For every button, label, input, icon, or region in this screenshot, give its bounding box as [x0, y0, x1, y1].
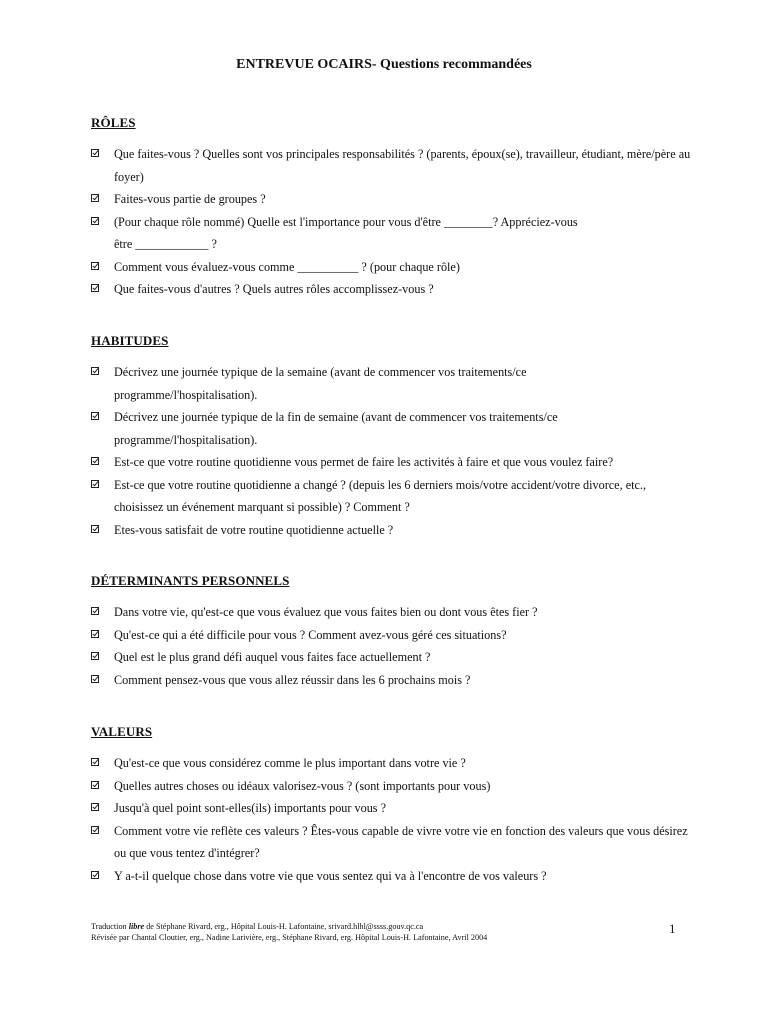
list-item: Qu'est-ce qui a été difficile pour vous ? Comment avez-vous géré ces situations? — [91, 624, 691, 647]
habitudes-list — [91, 361, 691, 541]
list-item: Quel est le plus grand défi auquel vous faites face actuellement ? — [91, 646, 691, 669]
list-item: (Pour chaque rôle nommé) Quelle est l'importance pour vous d'être ________? Appréciez-vous être ____________ ? — [91, 211, 594, 256]
checkbox-icon — [91, 217, 99, 225]
section-valeurs — [91, 724, 691, 887]
checkbox-icon — [91, 781, 99, 789]
section-habitudes — [91, 333, 691, 541]
list-item: Jusqu'à quel point sont-elles(ils) importants pour vous ? — [91, 797, 691, 820]
page-number: 1 — [669, 921, 676, 936]
footer-line-1: Traduction libre de Stéphane Rivard, erg., Hôpital Louis-H. Lafontaine, srivard.hlhl@ssss.gouv.qc.ca — [91, 922, 424, 931]
checkbox-icon — [91, 871, 99, 879]
checkbox-icon — [91, 149, 99, 157]
checkbox-icon — [91, 652, 99, 660]
checkbox-icon — [91, 412, 99, 420]
document-title: ENTREVUE OCAIRS- Questions recommandées — [236, 57, 532, 72]
checkbox-icon — [91, 630, 99, 638]
list-item: Est-ce que votre routine quotidienne a changé ? (depuis les 6 derniers mois/votre accident/votre divorce, etc., choisissez un événement marquant si possible) ? Comment ? — [91, 474, 694, 519]
list-item: Quelles autres choses ou idéaux valorisez-vous ? (sont importants pour vous) — [91, 775, 691, 798]
list-item: Comment votre vie reflète ces valeurs ? Êtes-vous capable de vivre votre vie en fonction des valeurs que vous désirez ou que vous tentez d'intégrer? — [91, 820, 689, 865]
list-item: Comment pensez-vous que vous allez réussir dans les 6 prochains mois ? — [91, 669, 691, 692]
checkbox-icon — [91, 675, 99, 683]
checkbox-icon — [91, 480, 99, 488]
section-heading-roles: RÔLES — [91, 115, 136, 130]
list-item: Etes-vous satisfait de votre routine quotidienne actuelle ? — [91, 519, 691, 542]
checkbox-icon — [91, 803, 99, 811]
checkbox-icon — [91, 457, 99, 465]
roles-list — [91, 143, 691, 301]
list-item: Décrivez une journée typique de la fin de semaine (avant de commencer vos traitements/ce programme/l'hospitalisation). — [91, 406, 659, 451]
list-item: Faites-vous partie de groupes ? — [91, 188, 691, 211]
list-item: Que faites-vous d'autres ? Quels autres rôles accomplissez-vous ? — [91, 278, 691, 301]
list-item: Comment vous évaluez-vous comme __________ ? (pour chaque rôle) — [91, 256, 691, 279]
footer-line-2: Révisée par Chantal Cloutier, erg., Nadine Larivière, erg., Stéphane Rivard, erg. Hôpital Louis-H. Lafontaine, Avril 2004 — [91, 933, 488, 942]
list-item: Est-ce que votre routine quotidienne vous permet de faire les activités à faire et que vous voulez faire? — [91, 451, 691, 474]
checkbox-icon — [91, 758, 99, 766]
list-item: Décrivez une journée typique de la semaine (avant de commencer vos traitements/ce programme/l'hospitalisation). — [91, 361, 614, 406]
section-roles — [91, 115, 691, 301]
checkbox-icon — [91, 525, 99, 533]
list-item: Dans votre vie, qu'est-ce que vous évaluez que vous faites bien ou dont vous êtes fier ? — [91, 601, 691, 624]
footer-credits — [91, 921, 651, 943]
checkbox-icon — [91, 284, 99, 292]
checkbox-icon — [91, 826, 99, 834]
valeurs-list — [91, 752, 691, 887]
section-heading-habitudes: HABITUDES — [91, 333, 169, 348]
checkbox-icon — [91, 262, 99, 270]
list-item: Que faites-vous ? Quelles sont vos principales responsabilités ? (parents, époux(se), travailleur, étudiant, mère/père au foyer) — [91, 143, 691, 188]
section-heading-determinants: DÉTERMINANTS PERSONNELS — [91, 573, 290, 588]
list-item: Qu'est-ce que vous considérez comme le plus important dans votre vie ? — [91, 752, 691, 775]
checkbox-icon — [91, 194, 99, 202]
checkbox-icon — [91, 607, 99, 615]
list-item: Y a-t-il quelque chose dans votre vie que vous sentez qui va à l'encontre de vos valeurs ? — [91, 865, 691, 888]
section-heading-valeurs: VALEURS — [91, 724, 153, 739]
determinants-list — [91, 601, 691, 691]
checkbox-icon — [91, 367, 99, 375]
section-determinants — [91, 573, 691, 691]
